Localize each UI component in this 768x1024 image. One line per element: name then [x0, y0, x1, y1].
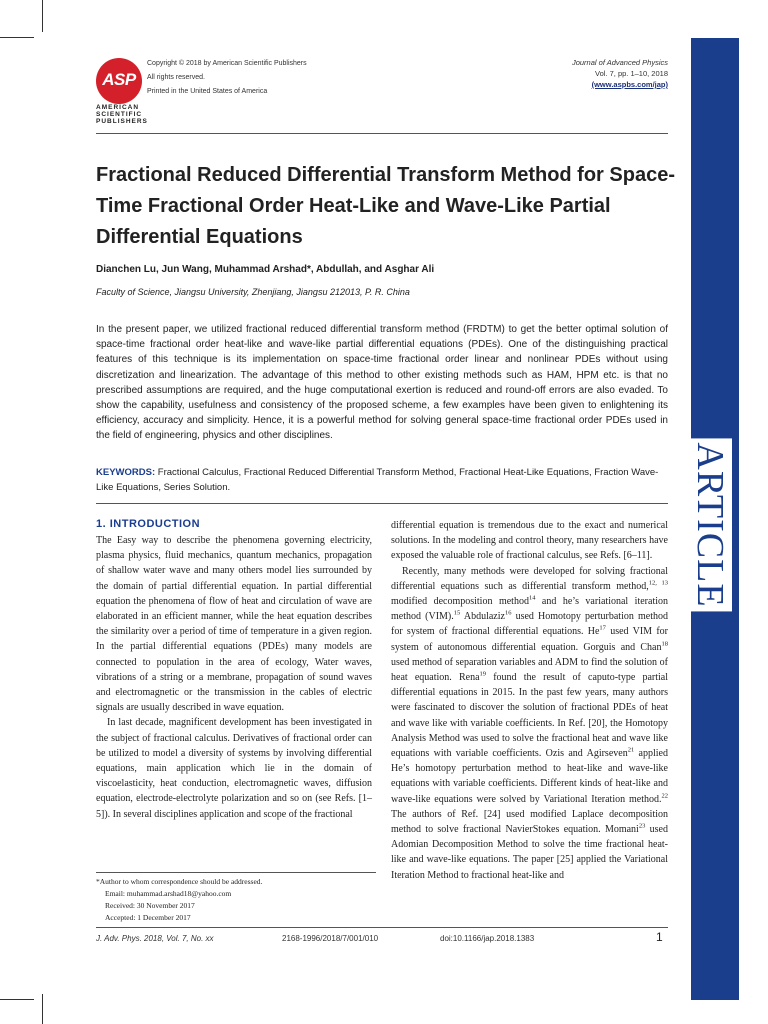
publisher-name-line: PUBLISHERS: [96, 118, 148, 125]
footnote-received: Received: 30 November 2017: [105, 901, 195, 910]
paper-keywords: [96, 465, 668, 495]
intro-paragraph: In last decade, magnificent development has been investigated in the subject of fractional calculus. Derivatives of fractional order can be utilized to model a diversity of systems by involving differential equations, main application which lie in the domain of viscoelasticity, heat conduction, electromagnetic waves, diffusion equation, electrode-electrolyte polarization and so on (see Refs. [1–5]). In several disciplines application and scope of the fractional: [96, 717, 372, 820]
keywords-text: Fractional Calculus, Fractional Reduced Differential Transform Method, Fractional Heat-Like Equations, Fraction Wave-Like Equations, Series Solution.: [96, 467, 659, 493]
citation-ref[interactable]: 14: [528, 594, 536, 602]
publisher-name: [96, 104, 148, 125]
footnote-accepted: Accepted: 1 December 2017: [105, 913, 191, 922]
intro-paragraph: The Easy way to describe the phenomena governing electricity, plasma physics, fluid mechanics, quantum mechanics, propagation of shallow water wave and many others model lies surrounded by the domain of partial differential equation. In partial differential equation the phenomena of flow of heat and circulation of wave are elaborated in an efficient manner, while the heat equation describes the similarity over a period of time of temperature in a given region. In the partial differential equations (PDEs) many models are connected to population in the area of ecology, Water waves, vibrations of a string or a membrane, propagation of sound waves and electromagnetic or the transmission in the cables of electric signals are usually described in wave equation.: [96, 535, 372, 714]
journal-info: [572, 57, 668, 90]
copyright-line: Copyright © 2018 by American Scientific Publishers: [147, 60, 307, 67]
footer-rule: [96, 927, 668, 928]
citation-ref[interactable]: 19: [479, 670, 487, 678]
paper-authors: Dianchen Lu, Jun Wang, Muhammad Arshad*, Abdullah, and Asghar Ali: [96, 264, 435, 275]
section-heading-introduction: 1. INTRODUCTION: [96, 518, 201, 530]
copyright-notice: [147, 57, 307, 99]
journal-name: Journal of Advanced Physics: [571, 58, 668, 67]
citation-ref[interactable]: 16: [504, 609, 512, 617]
citation-ref[interactable]: 22: [661, 792, 668, 800]
paper-title: Fractional Reduced Differential Transform Method for Space-Time Fractional Order Heat-Like and Wave-Like Partial Differential Equations: [96, 164, 675, 248]
copyright-line: All rights reserved.: [147, 74, 205, 81]
intro-paragraph-with-citations: Recently, many methods were developed for solving fractional differential equations such as differential transform method,$^{12, 13}$ modified decomposition method$^{14}$ and he’s variational iteration method (VIM).$^{15}$ Abdulaziz$^{16}$ used Homotopy perturbation method for system of fractional differential equations. He$^{17}$ used VIM for system of autonomous differential equation. Gorguis and Chan$^{18}$ used method of separation variables and ADM to find the solution of heat equation. Rena$^{19}$ found the result of caputo-type partial differential equations in 2015. In the past few years, many authors were fascinated to discover the solution of fractional PDEs of heat and wave like with variable coefficients. In Ref. [20], the Homotopy Analysis Method was used to solve the fractional heat and wave like equations with variable coefficients. Ozis and Agirseven$^{21}$ applied He’s homotopy perturbation method to heat-like and wave-like equations with variable coefficients. Different kinds of heat-like and wave-like equations were solved by Variational Iteration method.$^{22}$ The authors of Ref. [24] used modified Laplace decomposition method to solve fractional NavierStokes equation. Momani$^{23}$ used Adomian Decomposition Method to solve the time fractional heat-like and wave-like equations. The paper [25] applied the Variational Iteration Method to fractional heat-like and: [391, 565, 669, 881]
crop-mark-top-left-h: [0, 37, 34, 38]
page-number: 1: [656, 930, 663, 944]
crop-mark-top-left: [42, 0, 43, 32]
paper-abstract: In the present paper, we utilized fractional reduced differential transform method (FRDTM) to get the better optimal solution of space-time fractional order heat-like and wave-like partial differential equations (PDEs). One of the distinguishing practical features of this technique is its implementation on space-time fractional order linear and nonlinear PDEs without using discretization and linearization. The advantage of this method to other existing methods such as HAM, HPM etc. is that no prescribed assumptions are required, and the huge computational exertion is reduced and round-off errors are also evaded. To show the capability, usefulness and consistency of the proposed scheme, a few examples have been given to enlightening its efficiency, accuracy and simplicity. Hence, it is a powerful method for solving general space-time fractional order PDEs used in the field of engineering, physics and other disciplines.: [96, 324, 668, 442]
footer-issn: 2168-1996/2018/7/001/010: [282, 934, 379, 943]
keywords-rule: [96, 503, 668, 504]
article-type-label: [670, 440, 750, 610]
keywords-label: KEYWORDS:: [96, 467, 156, 478]
body-column-left: [96, 533, 372, 822]
crop-mark-bottom-left: [42, 994, 43, 1024]
citation-ref[interactable]: 21: [627, 746, 635, 754]
footer-citation: J. Adv. Phys. 2018, Vol. 7, No. xx: [96, 934, 214, 943]
journal-url-link[interactable]: (www.aspbs.com/jap): [591, 80, 668, 89]
citation-ref[interactable]: 15: [453, 609, 461, 617]
copyright-line: Printed in the United States of America: [147, 88, 268, 95]
intro-paragraph: differential equation is tremendous due to the exact and numerical solutions. In the modeling and control theory, many researchers have exposed the valuable role of fractional calculus, see Refs. [6–11].: [391, 520, 668, 562]
footnote-email-link[interactable]: Email: muhammad.arshad18@yahoo.com: [105, 889, 232, 898]
crop-mark-bottom-left-h: [0, 999, 34, 1000]
header-rule: [96, 133, 668, 134]
corresponding-author-footnote: [96, 872, 376, 924]
publisher-logo: [96, 58, 142, 104]
publisher-name-line: SCIENTIFIC: [96, 111, 143, 118]
citation-ref[interactable]: 23: [638, 822, 646, 830]
paper-affiliation: Faculty of Science, Jiangsu University, Zhenjiang, Jiangsu 212013, P. R. China: [96, 287, 410, 297]
citation-ref[interactable]: 17: [599, 625, 606, 633]
footer-doi-link[interactable]: doi:10.1166/jap.2018.1383: [440, 934, 535, 943]
article-type-text: ARTICLE: [688, 438, 732, 611]
body-column-right: [391, 518, 668, 883]
publisher-name-line: AMERICAN: [96, 104, 140, 111]
publisher-logo-text: ASP: [102, 70, 136, 89]
journal-volume: Vol. 7, pp. 1–10, 2018: [595, 69, 668, 78]
footnote-corresponding: *Author to whom correspondence should be addressed.: [96, 877, 263, 886]
citation-ref[interactable]: 12, 13: [648, 579, 669, 587]
citation-ref[interactable]: 18: [661, 640, 668, 648]
